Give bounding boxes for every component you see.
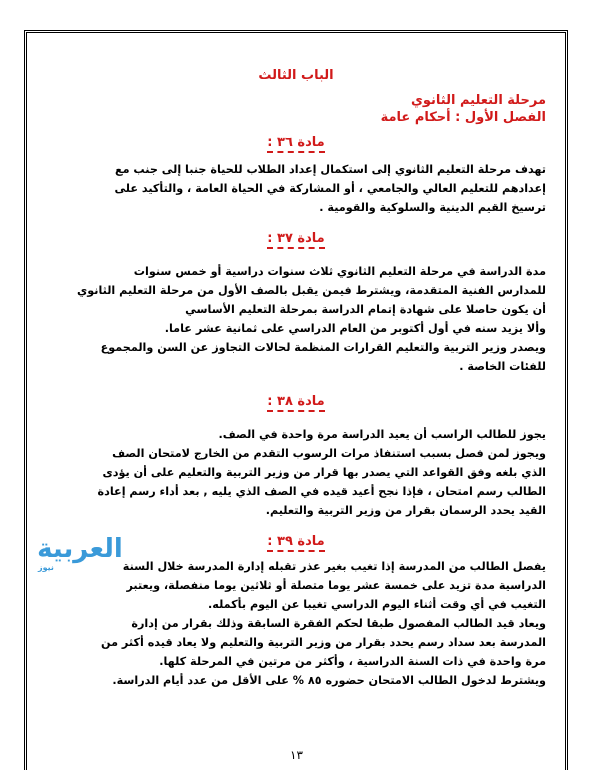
watermark-logo-text: العربية	[37, 534, 123, 564]
article-body-36: تهدف مرحلة التعليم الثانوي إلى استكمال إعداد الطلاب للحياة جنبا إلى جنب مع إعدادهم للتعليم العالي والجامعي ، أو المشاركة في الحياة العامة ، والتأكيد على ترسيخ القيم الدينية والسلوكية والقومية .	[114, 163, 546, 214]
watermark-logo-sub: نيوز	[38, 563, 54, 572]
article-heading-37: مادة ٣٧ :	[46, 231, 546, 246]
stage-title: مرحلة التعليم الثانوي	[410, 93, 546, 108]
section-title: الفصل الأول : أحكام عامة	[380, 110, 546, 125]
article-heading-36: مادة ٣٦ :	[46, 135, 546, 150]
page-number: ١٣	[290, 748, 303, 762]
article-body-39: يفصل الطالب من المدرسة إذا تغيب بغير عذر تقبله إدارة المدرسة خلال السنة الدراسية مدة تزيد على خمسة عشر يوما متصلة أو ثلاثين يوما منفصلة، ويعتبر التغيب في أي وقت أثناء اليوم الدراسي تغيبا عن اليوم بأكمله. ويعاد قيد الطالب المفصول طبقا لحكم الفقرة السابقة وذلك بقرار من إدارة المدرسة بعد سداد رسم يحدد بقرار من وزير التربية والتعليم ولا يعاد قيده أكثر من مرة واحدة في ذات السنة الدراسية ، وأكثر من مرتين في المرحلة كلها. ويشترط لدخول الطالب الامتحان حضوره ٨٥ % على الأقل من عدد أيام الدراسة.	[101, 560, 546, 687]
article-body-38: يجوز للطالب الراسب أن يعيد الدراسة مرة واحدة في الصف. ويجوز لمن فصل بسبب استنفاذ مرات الرسوب التقدم من الخارج لامتحان الصف الذي بلغه وفق القواعد التي يصدر بها قرار من وزير التربية والتعليم على أن يؤدى الطالب رسم امتحان ، فإذا نجح أعيد قيده في الصف الذي يليه , بعد أداء رسم إعادة القيد يحدد الرسمان بقرار من وزير التربية والتعليم.	[97, 428, 546, 517]
article-heading-38: مادة ٣٨ :	[46, 394, 546, 409]
document-content	[46, 64, 546, 690]
alarabiya-logo-watermark	[34, 534, 126, 574]
article-body-37: مدة الدراسة في مرحلة التعليم الثانوي ثلاث سنوات دراسية أو خمس سنوات للمدارس الفنية المتقدمة، ويشترط فيمن يقبل بالصف الأول من مرحلة التعليم الثانوي أن يكون حاصلا على شهادة إتمام الدراسة بمرحلة التعليم الأساسي وألا يزيد سنه في أول أكتوبر من العام الدراسي على ثمانية عشر عاما. ويصدر وزير التربية والتعليم القرارات المنظمة لحالات التجاوز عن السن والمجموع للفئات الخاصة .	[77, 265, 546, 373]
article-heading-39: مادة ٣٩ :	[46, 534, 546, 549]
chapter-title: الباب الثالث	[258, 68, 334, 83]
